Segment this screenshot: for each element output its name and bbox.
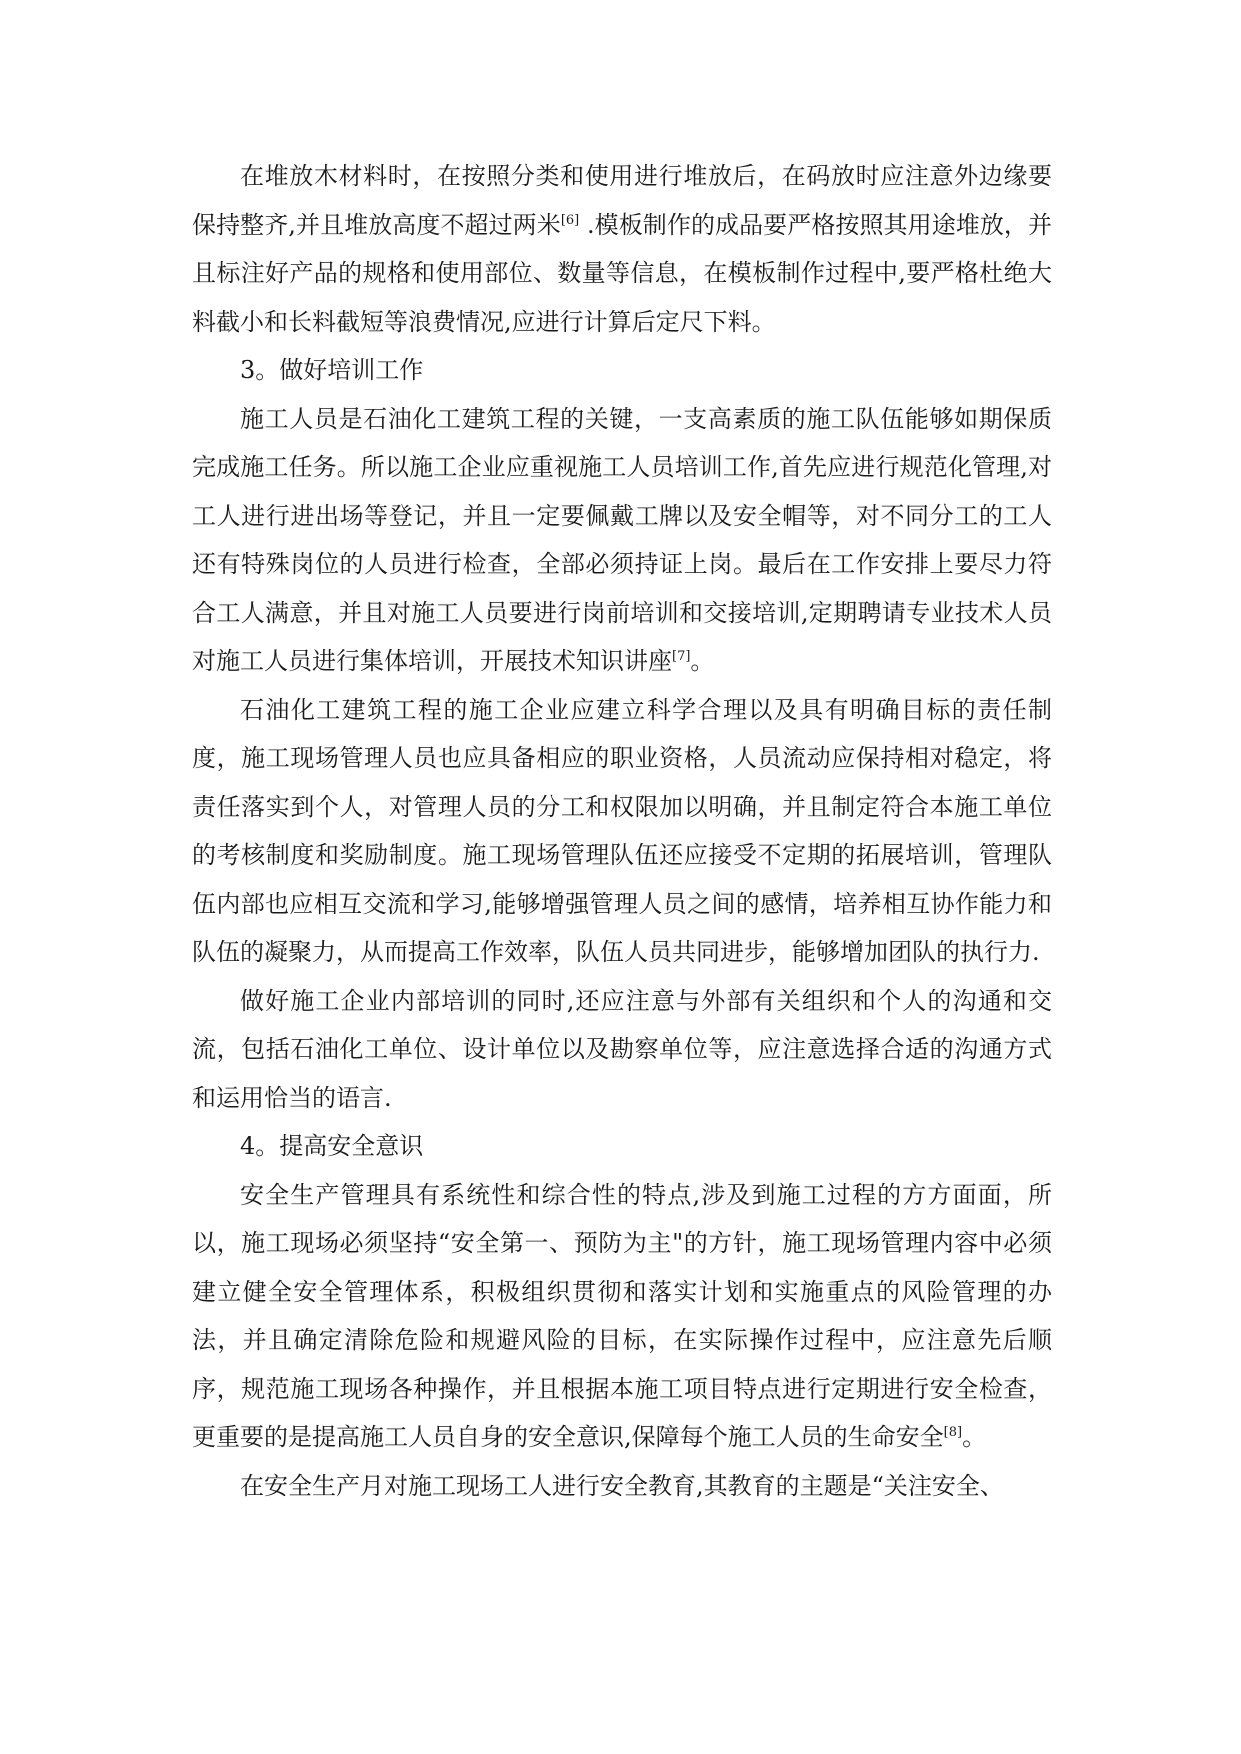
paragraph-text: .模板制作的成品要严格按照其用途堆放，并且标注好产品的规格和使用部位、数量等信息，在模板制作过程中,要严格杜绝大料截小和长料截短等浪费情况,应进行计算后定尺下料。: [192, 210, 1052, 336]
section-heading-training: [192, 346, 1052, 395]
paragraph-text: 做好施工企业内部培训的同时,还应注意与外部有关组织和个人的沟通和交流，包括石油化工单位、设计单位以及勘察单位等，应注意选择合适的沟通方式和运用恰当的语言.: [192, 986, 1052, 1112]
heading-text: 4。提高安全意识: [240, 1132, 424, 1160]
paragraph-text: 石油化工建筑工程的施工企业应建立科学合理以及具有明确目标的责任制度，施工现场管理人员也应具备相应的职业资格，人员流动应保持相对稳定，将责任落实到个人，对管理人员的分工和权限加以明确，并且制定符合本施工单位的考核制度和奖励制度。施工现场管理队伍还应接受不定期的拓展培训，管理队伍内部也应相互交流和学习,能够增强管理人员之间的感情，培养相互协作能力和队伍的凝聚力，从而提高工作效率，队伍人员共同进步，能够增加团队的执行力.: [192, 695, 1052, 966]
paragraph-text: 。: [962, 1423, 987, 1451]
citation-reference: [8]: [943, 1425, 963, 1440]
paragraph-safety-month: [192, 1462, 1052, 1511]
paragraph-text: 。: [690, 647, 715, 675]
paragraph-responsibility-system: [192, 686, 1052, 977]
paragraph-safety-management: [192, 1171, 1052, 1462]
paragraph-external-communication: [192, 977, 1052, 1123]
paragraph-worker-training: [192, 395, 1052, 686]
paragraph-text: 安全生产管理具有系统性和综合性的特点,涉及到施工过程的方方面面，所以，施工现场必须坚持“安全第一、预防为主"的方针，施工现场管理内容中必须建立健全安全管理体系，积极组织贯彻和落实计划和实施重点的风险管理的办法，并且确定清除危险和规避风险的目标，在实际操作过程中，应注意先后顺序，规范施工现场各种操作，并且根据本施工项目特点进行定期进行安全检查，更重要的是提高施工人员自身的安全意识,保障每个施工人员的生命安全: [192, 1180, 1052, 1451]
citation-reference: [6]: [560, 212, 580, 228]
section-heading-safety: [192, 1122, 1052, 1171]
paragraph-text: 在安全生产月对施工现场工人进行安全教育,其教育的主题是“关注安全、: [240, 1471, 1004, 1500]
paragraph-timber-stacking: [192, 152, 1052, 346]
heading-text: 3。做好培训工作: [240, 356, 424, 384]
document-body: [192, 152, 1052, 1510]
paragraph-text: 施工人员是石油化工建筑工程的关键，一支高素质的施工队伍能够如期保质完成施工任务。所以施工企业应重视施工人员培训工作,首先应进行规范化管理,对工人进行进出场等登记，并且一定要佩戴工牌以及安全帽等，对不同分工的工人还有特殊岗位的人员进行检查，全部必须持证上岗。最后在工作安排上要尽力符合工人满意，并且对施工人员要进行岗前培训和交接培训,定期聘请专业技术人员对施工人员进行集体培训，开展技术知识讲座: [192, 404, 1052, 675]
paragraph-text: 在堆放木材料时，在按照分类和使用进行堆放后，在码放时应注意外边缘要保持整齐,并且堆放高度不超过两米: [192, 162, 1052, 239]
citation-reference: [7]: [672, 649, 691, 664]
